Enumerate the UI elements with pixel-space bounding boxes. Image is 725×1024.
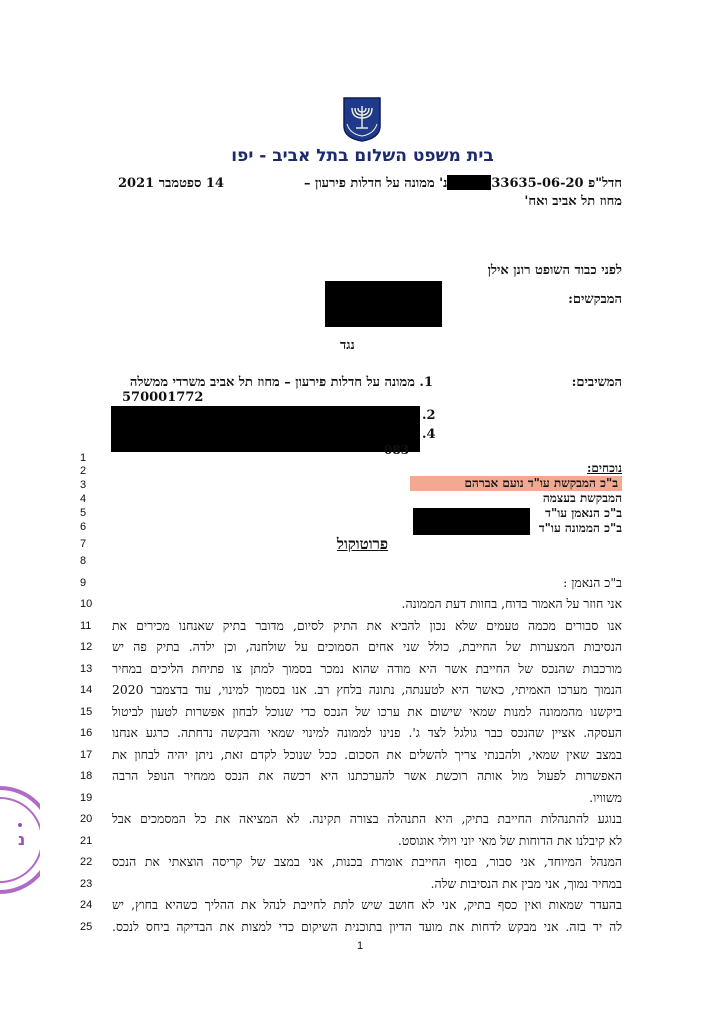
stamp-text: נ bbox=[18, 830, 26, 849]
body-line: האפשרות לפעול מול אותה רוכשת אשר להערכתנו היא רכשה את הנכס ממחיר הנופל הרבה bbox=[112, 768, 622, 783]
line-number: 18 bbox=[80, 770, 93, 782]
counsel-redaction bbox=[413, 508, 530, 535]
line-number: 2 bbox=[80, 465, 87, 477]
applicants-redaction bbox=[325, 281, 442, 327]
applicants-label: המבקשים: bbox=[568, 292, 622, 307]
body-line: ביקשנו מהממונה למנות שמאי שישום את ערכו של הנכס כדי שנוכל לבחון אפשרות לטעון לביטול bbox=[112, 704, 622, 719]
line-number: 14 bbox=[80, 684, 93, 696]
respondent-1: 1. ממונה על חדלות פירעון – מחוז תל אביב משרדי ממשלה bbox=[129, 375, 433, 390]
respondents-label: המשיבים: bbox=[571, 375, 622, 390]
hearing-date: 14 ספטמבר 2021 bbox=[118, 176, 225, 191]
body-line: אנו סבורים מכמה טעמים שלא נכון להביא את התיק לסיום, מדובר בתיק שאנחנו מכירים את bbox=[112, 618, 622, 633]
line-number: 3 bbox=[80, 479, 87, 491]
respondent-4-number: .4 bbox=[422, 427, 436, 442]
case-prefix: חדל"פ 33635-06-20 bbox=[491, 176, 622, 191]
page-number: 1 bbox=[357, 940, 364, 952]
line-number: 25 bbox=[80, 921, 93, 933]
line-number: 4 bbox=[80, 493, 87, 505]
line-number: 16 bbox=[80, 727, 93, 739]
body-line: במצב שאין שמאי, ולהבנתי צריך להשלים את הסכום. ככל שנוכל לקדם זאת, ניתן יהיה לבחון את bbox=[112, 747, 622, 762]
body-line: אני חוזר על האמור בדוח, בחוות דעת הממונה. bbox=[401, 596, 622, 611]
redaction-bar bbox=[447, 175, 491, 190]
body-line: העסקה. אציין שהנכס כבר גולגל לצד ג'. פנינו לממונה למינוי שמאי והבקשה נדחתה. כרגע אנחנו bbox=[112, 725, 622, 740]
line-number: 11 bbox=[80, 620, 92, 632]
respondent-id-fragment: 083 bbox=[384, 443, 410, 457]
protocol-title: פרוטוקול bbox=[336, 535, 389, 553]
body-line: בהעדר שמאות ואין כסף בתיק, אני לא חושב שיש לתת לחייבת לנהל את ההליך כשהיא בחוץ, יש bbox=[112, 897, 622, 912]
stamp-icon bbox=[0, 785, 40, 895]
body-line: המנהל המיוחד, אני סבור, בסוף החייבת אומרת בכנות, אני במצב של קריסה הוצאתי את הנכס bbox=[112, 854, 622, 869]
case-suffix: נ' ממונה על חדלות פירעון – bbox=[304, 176, 448, 191]
state-emblem-icon bbox=[342, 96, 382, 142]
respondent-1-id: 570001772 bbox=[122, 390, 204, 405]
line-number: 15 bbox=[80, 706, 93, 718]
line-number: 10 bbox=[80, 598, 93, 610]
versus-label: נגד bbox=[340, 338, 355, 353]
body-line: לה יד בזה. אני מבקש לדחות את מועד הדיון בתוכנית השיקום כדי למצות את הבדיקה ביחס לנכס. bbox=[112, 919, 622, 934]
line-number: 1 bbox=[80, 452, 87, 464]
present-official-counsel: ב"כ הממונה עו"ד bbox=[538, 521, 622, 535]
body-line: בנוגע להתנהלות החייבת בתיק, היא התנהלה בצורה תקינה. לא המציאה את כל המסמכים אבל bbox=[112, 811, 622, 826]
respondent-2-number: .2 bbox=[422, 408, 436, 423]
line-number: 22 bbox=[80, 856, 93, 868]
body-line: הנמוך מערכו האמיתי, כאשר היא לטענתה, נתונה בלחץ רב. אנו בסמוך למינוי, עוד בדצמבר 2020 bbox=[112, 682, 622, 697]
line-number: 8 bbox=[80, 555, 87, 567]
line-number: 12 bbox=[80, 641, 93, 653]
line-number: 9 bbox=[80, 577, 87, 589]
court-title: בית משפט השלום בתל אביב - יפו bbox=[231, 146, 494, 166]
present-applicant-counsel: ב"כ המבקשת עו"ד נועם אברהם bbox=[410, 476, 622, 491]
body-line: מורכבות שהנכס של החייבת אשר היא מודה שהוא נמכר בסמוך למתן צו פתיחת הליכים במחיר bbox=[112, 661, 622, 676]
body-line: לא קיבלנו את הדוחות של מאי יוני ויולי אוגוסט. bbox=[397, 833, 622, 848]
line-number: 23 bbox=[80, 878, 93, 890]
speaker-label: ב"כ הנאמן : bbox=[563, 575, 622, 590]
present-applicant: המבקשת בעצמה bbox=[542, 491, 622, 505]
judge-line: לפני כבוד השופט רונן אילן bbox=[487, 263, 622, 278]
case-number bbox=[304, 175, 622, 191]
line-number: 21 bbox=[80, 835, 93, 847]
line-number: 20 bbox=[80, 813, 93, 825]
line-number: 19 bbox=[80, 792, 93, 804]
line-number: 13 bbox=[80, 663, 93, 675]
present-label: נוכחים: bbox=[586, 461, 622, 475]
line-number: 5 bbox=[80, 507, 87, 519]
body-line: הנסיבות המצערות של החייבת, כולל שני אחים הסמוכים על שולחנה, וכן ילדה. בתיק פה יש bbox=[112, 639, 622, 654]
case-parties: מחוז תל אביב ואח' bbox=[524, 194, 622, 209]
line-number: 6 bbox=[80, 521, 87, 533]
line-number: 24 bbox=[80, 899, 93, 911]
line-number: 17 bbox=[80, 749, 93, 761]
line-number: 7 bbox=[80, 538, 87, 550]
body-line: במחיר נמוך, אני מבין את הנסיבות שלה. bbox=[430, 876, 622, 891]
present-trustee-counsel: ב"כ הנאמן עו"ד bbox=[545, 506, 622, 520]
respondents-redaction bbox=[111, 406, 420, 452]
body-line: משוויו. bbox=[589, 790, 622, 805]
